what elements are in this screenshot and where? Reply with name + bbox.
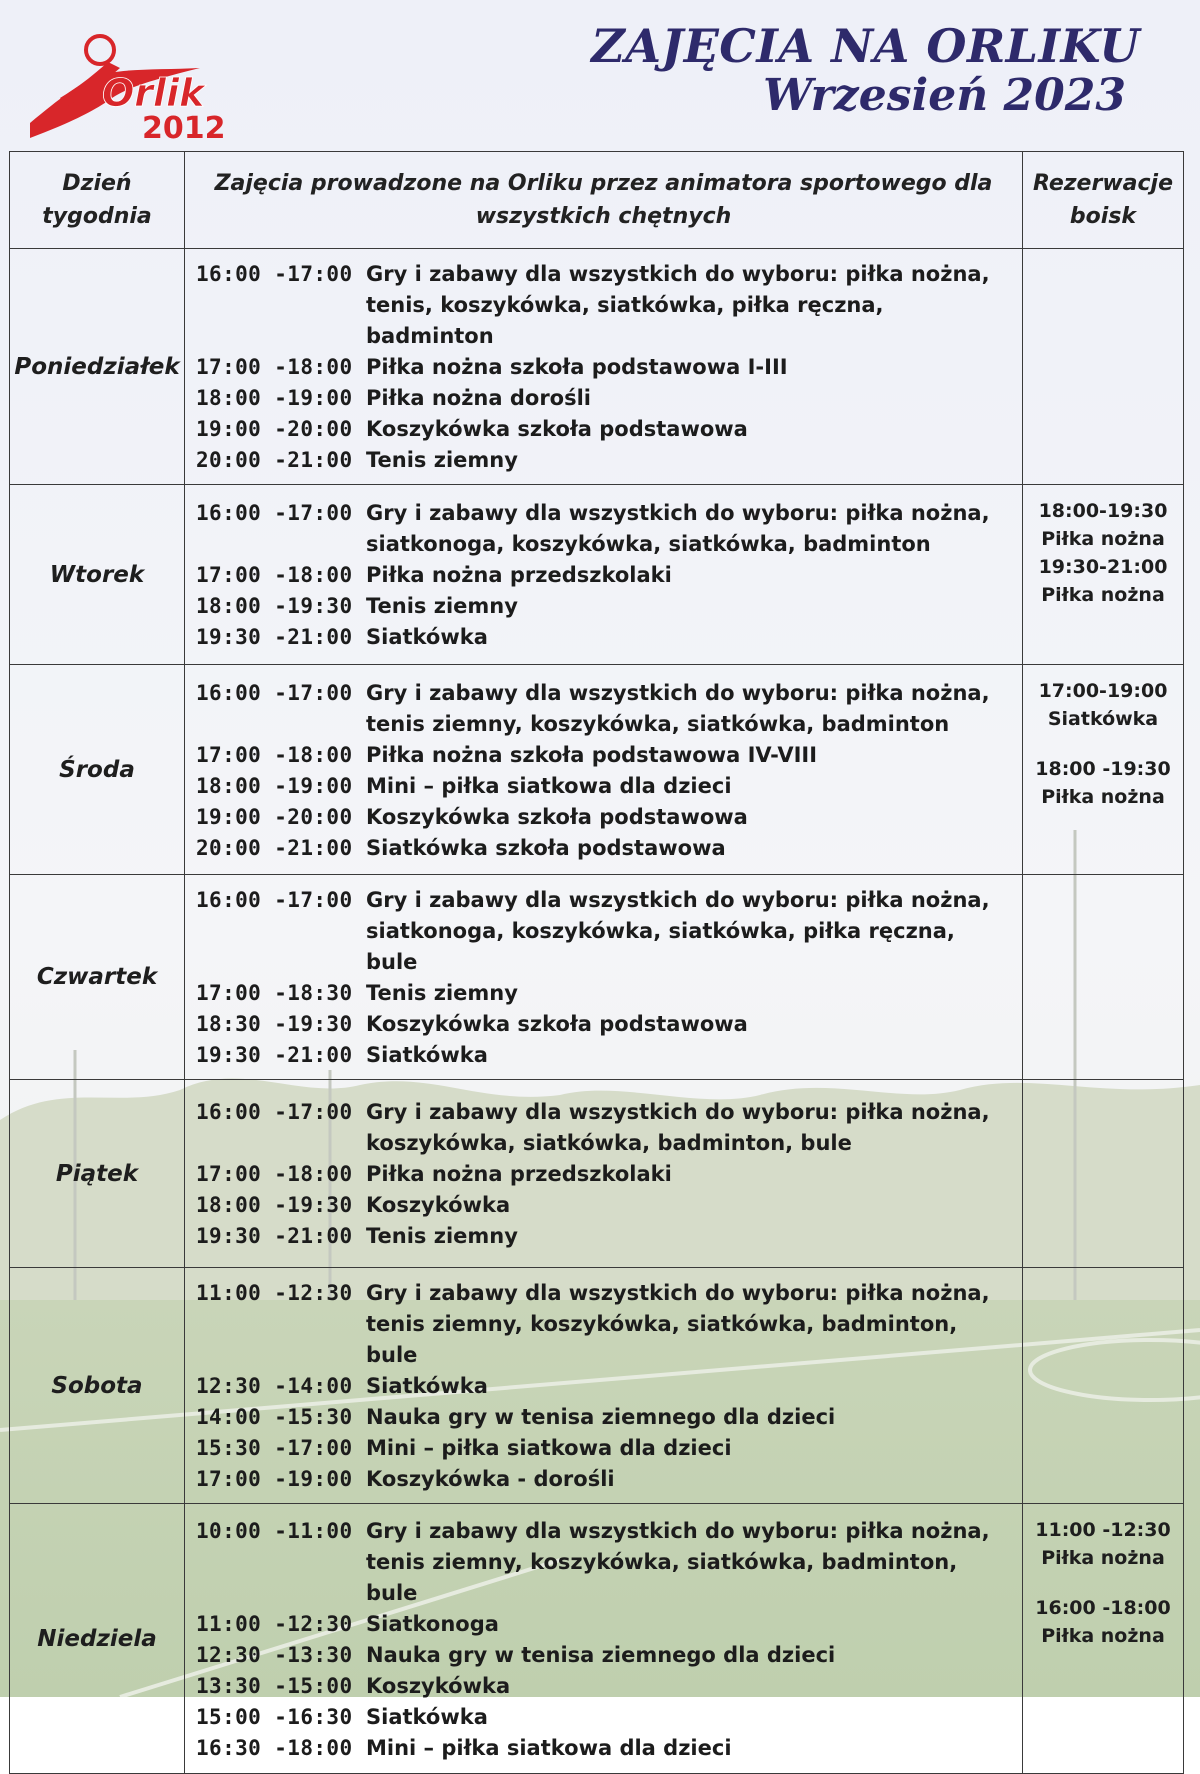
activity-description: Gry i zabawy dla wszystkich do wyboru: piłka nożna, tenis ziemny, koszykówka, siatkówka, badminton, bule [366, 1281, 990, 1367]
activity-time: 11:00 -12:30 [196, 1281, 353, 1305]
activity-description: Mini – piłka siatkowa dla dzieci [366, 1735, 732, 1760]
activity-time: 17:00 -18:00 [196, 355, 353, 379]
day-name: Niedziela [10, 1504, 185, 1774]
activity-item [196, 1190, 1022, 1221]
activity-time: 18:00 -19:00 [196, 773, 353, 798]
activity-description: Piłka nożna dorośli [366, 386, 592, 410]
activity-description: Koszykówka [366, 1673, 511, 1698]
activities-cell [185, 1504, 1023, 1774]
activity-item [196, 771, 1022, 802]
activity-item [196, 1402, 1022, 1433]
activity-time: 18:00 -19:00 [196, 386, 353, 410]
table-row [10, 875, 1184, 1080]
activity-description: Piłka nożna przedszkolaki [366, 563, 672, 587]
activity-time: 16:00 -17:00 [196, 1100, 353, 1124]
day-name: Wtorek [10, 485, 185, 665]
activity-description: Koszykówka szkoła podstawowa [366, 1012, 748, 1036]
activity-description: Piłka nożna szkoła podstawowa IV-VIII [366, 742, 818, 767]
activity-time: 12:30 -14:00 [196, 1374, 353, 1398]
activity-description: Koszykówka szkoła podstawowa [366, 417, 748, 441]
activity-item [196, 1640, 1022, 1671]
activity-time: 12:30 -13:30 [196, 1642, 353, 1667]
activity-item [196, 1702, 1022, 1733]
activity-description: Koszykówka szkoła podstawowa [366, 804, 748, 829]
activities-cell [185, 249, 1023, 485]
header-day: Dzień tygodnia [10, 152, 185, 249]
activities-cell [185, 665, 1023, 875]
activity-description: Koszykówka [366, 1193, 511, 1217]
activity-item [196, 445, 1022, 476]
reservation-activity: Siatkówka [1047, 708, 1159, 730]
reservations-cell [1023, 1504, 1184, 1774]
activity-time: 17:00 -18:00 [196, 563, 353, 587]
activity-description: Tenis ziemny [366, 1224, 518, 1248]
activities-cell [185, 1268, 1023, 1504]
reservation-time: 16:00 -18:00 [1035, 1597, 1171, 1619]
activity-description: Piłka nożna szkoła podstawowa I-III [366, 355, 788, 379]
table-header-row [10, 152, 1184, 249]
day-name: Sobota [10, 1268, 185, 1504]
activity-description: Tenis ziemny [366, 594, 518, 618]
logo-year: 2012 [142, 111, 226, 146]
table-row [10, 665, 1184, 875]
day-name: Środa [10, 665, 185, 875]
activity-item [196, 978, 1022, 1009]
schedule-body [10, 249, 1184, 1774]
reservations-cell [1023, 665, 1184, 875]
activity-description: Koszykówka - dorośli [366, 1467, 615, 1491]
reservations-cell [1023, 1268, 1184, 1504]
activity-item [196, 1371, 1022, 1402]
reservation-time: 18:00-19:30 [1038, 500, 1168, 522]
activity-time: 14:00 -15:30 [196, 1405, 353, 1429]
activity-time: 10:00 -11:00 [196, 1518, 353, 1543]
activity-time: 17:00 -18:00 [196, 1162, 353, 1186]
activity-description: Gry i zabawy dla wszystkich do wyboru: piłka nożna, tenis, koszykówka, siatkówka, piłka ręczna, badminton [366, 262, 990, 348]
table-row [10, 1268, 1184, 1504]
day-name: Piątek [10, 1080, 185, 1268]
logo-word: Orlik [102, 71, 205, 115]
activity-time: 16:00 -17:00 [196, 680, 353, 705]
activity-time: 15:30 -17:00 [196, 1436, 353, 1460]
activity-time: 15:00 -16:30 [196, 1704, 353, 1729]
activity-time: 17:00 -19:00 [196, 1467, 353, 1491]
activity-item [196, 383, 1022, 414]
activity-description: Gry i zabawy dla wszystkich do wyboru: piłka nożna, tenis ziemny, koszykówka, siatkówka, badminton [366, 680, 990, 736]
activity-description: Siatkówka szkoła podstawowa [366, 835, 726, 860]
reservation-activity: Piłka nożna [1041, 584, 1165, 606]
activity-description: Nauka gry w tenisa ziemnego dla dzieci [366, 1405, 836, 1429]
activity-description: Gry i zabawy dla wszystkich do wyboru: piłka nożna, siatkonoga, koszykówka, siatkówka, piłka ręczna, bule [366, 888, 990, 974]
activity-description: Tenis ziemny [366, 981, 518, 1005]
activity-description: Siatkówka [366, 1374, 488, 1398]
activity-item [196, 1464, 1022, 1495]
activity-description: Nauka gry w tenisa ziemnego dla dzieci [366, 1642, 836, 1667]
schedule-table [9, 151, 1184, 1774]
activity-description: Gry i zabawy dla wszystkich do wyboru: piłka nożna, koszykówka, siatkówka, badminton, bule [366, 1100, 990, 1155]
activity-time: 16:00 -17:00 [196, 888, 353, 912]
activity-time: 20:00 -21:00 [196, 835, 353, 860]
activity-item [196, 1009, 1022, 1040]
activity-description: Siatkówka [366, 1043, 488, 1067]
title-line-1: ZAJĘCIA NA ORLIKU [591, 19, 1140, 73]
reservation-time: 11:00 -12:30 [1035, 1519, 1171, 1541]
activities-cell [185, 875, 1023, 1080]
activities-cell [185, 485, 1023, 665]
activity-time: 17:00 -18:30 [196, 981, 353, 1005]
activity-time: 13:30 -15:00 [196, 1673, 353, 1698]
activity-time: 19:30 -21:00 [196, 1224, 353, 1248]
activity-description: Piłka nożna przedszkolaki [366, 1162, 672, 1186]
reservation-activity: Piłka nożna [1041, 786, 1165, 808]
reservations-cell [1023, 875, 1184, 1080]
activity-item [196, 1159, 1022, 1190]
activity-time: 19:30 -21:00 [196, 1043, 353, 1067]
day-name: Poniedziałek [10, 249, 185, 485]
activity-item [196, 833, 1022, 864]
reservation-time: 18:00 -19:30 [1035, 758, 1171, 780]
activity-time: 16:00 -17:00 [196, 501, 353, 525]
activity-time: 18:30 -19:30 [196, 1012, 353, 1036]
activity-item [196, 560, 1022, 591]
activity-item [196, 352, 1022, 383]
activity-time: 20:00 -21:00 [196, 448, 353, 472]
activity-time: 18:00 -19:30 [196, 594, 353, 618]
activity-time: 16:00 -17:00 [196, 262, 353, 286]
activity-item [196, 591, 1022, 622]
reservation-time: 17:00-19:00 [1038, 680, 1168, 702]
reservation-activity: Piłka nożna [1041, 1625, 1165, 1647]
day-name: Czwartek [10, 875, 185, 1080]
activity-item [196, 1516, 1022, 1609]
activity-item [196, 1733, 1022, 1764]
activity-item [196, 1278, 1022, 1371]
orlik-logo [20, 28, 235, 148]
activity-item [196, 1040, 1022, 1071]
activity-time: 18:00 -19:30 [196, 1193, 353, 1217]
reservation-activity: Piłka nożna [1041, 528, 1165, 550]
activity-item [196, 498, 1022, 560]
reservations-cell [1023, 485, 1184, 665]
activity-time: 17:00 -18:00 [196, 742, 353, 767]
activity-description: Gry i zabawy dla wszystkich do wyboru: piłka nożna, tenis ziemny, koszykówka, siatkówka, badminton, bule [366, 1518, 990, 1605]
header-reservations: Rezerwacje boisk [1023, 152, 1184, 249]
activities-cell [185, 1080, 1023, 1268]
table-row [10, 1080, 1184, 1268]
activity-item [196, 885, 1022, 978]
activity-time: 19:00 -20:00 [196, 804, 353, 829]
activity-item [196, 802, 1022, 833]
header-activities: Zajęcia prowadzone na Orliku przez animatora sportowego dla wszystkich chętnych [185, 152, 1023, 249]
activity-item [196, 1433, 1022, 1464]
activity-item [196, 1097, 1022, 1159]
activity-item [196, 678, 1022, 740]
activity-description: Tenis ziemny [366, 448, 518, 472]
activity-item [196, 740, 1022, 771]
activity-description: Mini – piłka siatkowa dla dzieci [366, 773, 732, 798]
activity-description: Gry i zabawy dla wszystkich do wyboru: piłka nożna, siatkonoga, koszykówka, siatkówka, badminton [366, 501, 990, 556]
activity-description: Siatkówka [366, 1704, 488, 1729]
activity-item [196, 1609, 1022, 1640]
activity-time: 16:30 -18:00 [196, 1735, 353, 1760]
activity-time: 19:30 -21:00 [196, 625, 353, 649]
activity-description: Siatkonoga [366, 1611, 499, 1636]
table-row [10, 1504, 1184, 1774]
activity-time: 19:00 -20:00 [196, 417, 353, 441]
reservations-cell [1023, 1080, 1184, 1268]
activity-description: Mini – piłka siatkowa dla dzieci [366, 1436, 732, 1460]
activity-time: 11:00 -12:30 [196, 1611, 353, 1636]
activity-item [196, 622, 1022, 653]
activity-item [196, 414, 1022, 445]
activity-description: Siatkówka [366, 625, 488, 649]
activity-item [196, 1221, 1022, 1252]
page-title [591, 19, 1140, 121]
table-row [10, 249, 1184, 485]
title-line-2: Wrzesień 2023 [763, 69, 1126, 121]
reservation-time: 19:30-21:00 [1038, 556, 1168, 578]
reservation-activity: Piłka nożna [1041, 1547, 1165, 1569]
reservations-cell [1023, 249, 1184, 485]
activity-item [196, 259, 1022, 352]
table-row [10, 485, 1184, 665]
